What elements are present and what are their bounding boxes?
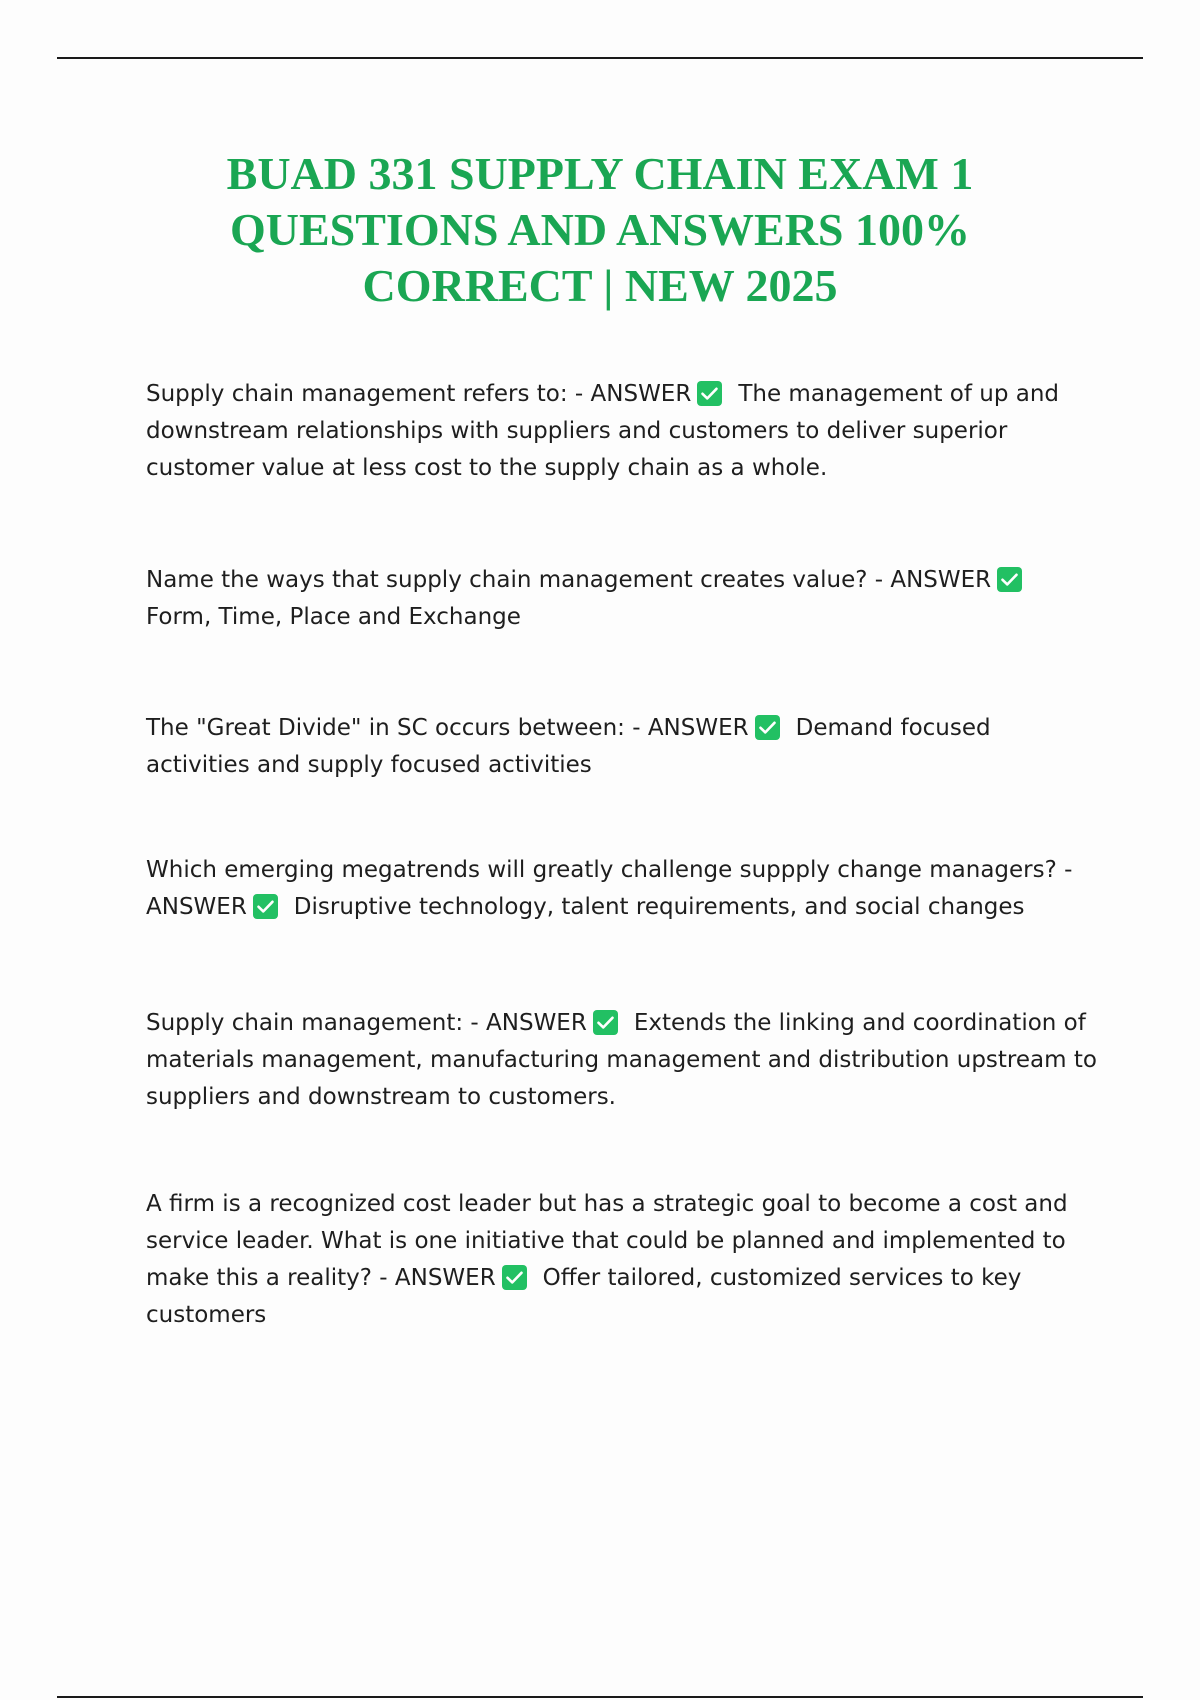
question-text: A firm is a recognized cost leader but has a strategic goal to become a cost and — [146, 1191, 1068, 1217]
qa-line: activities and supply focused activities — [146, 752, 592, 778]
document-title — [150, 146, 1050, 314]
question-text: Name the ways that supply chain management creates value? - ANSWER — [146, 567, 992, 593]
check-icon — [593, 1010, 618, 1035]
answer-text: The management of up and — [738, 381, 1060, 407]
qa-line — [146, 710, 1096, 747]
question-text: Supply chain management: - ANSWER — [146, 1010, 587, 1036]
qa-line — [146, 376, 1096, 413]
title-line: BUAD 331 SUPPLY CHAIN EXAM 1 — [226, 148, 974, 199]
check-icon — [697, 381, 722, 406]
title-line: CORRECT | NEW 2025 — [362, 260, 838, 311]
answer-text: Form, Time, Place and Exchange — [146, 604, 521, 630]
answer-text: Demand focused — [795, 715, 991, 741]
answer-text: Extends the linking and coordination of — [633, 1010, 1086, 1036]
bottom-rule — [57, 1696, 1143, 1698]
qa-line: customer value at less cost to the supply chain as a whole. — [146, 455, 828, 481]
qa-item-value-creation — [146, 562, 1096, 636]
question-text: Which emerging megatrends will greatly challenge suppply change managers? - — [146, 857, 1073, 883]
question-text: make this a reality? - ANSWER — [146, 1265, 496, 1291]
qa-item-megatrends — [146, 852, 1096, 926]
qa-line: downstream relationships with suppliers and customers to deliver superior — [146, 418, 1008, 444]
answer-label: ANSWER — [146, 894, 247, 920]
answer-text: customers — [146, 1302, 267, 1328]
qa-item-scm-linking — [146, 1005, 1096, 1116]
answer-text: Offer tailored, customized services to key — [542, 1265, 1022, 1291]
check-icon — [502, 1265, 527, 1290]
answer-text: Disruptive technology, talent requirements, and social changes — [293, 894, 1025, 920]
top-rule — [57, 57, 1143, 59]
qa-item-scm-definition — [146, 376, 1096, 487]
title-line: QUESTIONS AND ANSWERS 100% — [229, 204, 971, 255]
qa-line — [146, 1005, 1096, 1042]
qa-line — [146, 562, 1096, 599]
check-icon — [253, 894, 278, 919]
qa-line — [146, 889, 1096, 926]
check-icon — [755, 715, 780, 740]
question-text: Supply chain management refers to: - ANSWER — [146, 381, 692, 407]
qa-line — [146, 1260, 1096, 1297]
qa-item-cost-service-leader — [146, 1186, 1096, 1334]
qa-line: materials management, manufacturing management and distribution upstream to — [146, 1047, 1097, 1073]
question-text: The "Great Divide" in SC occurs between: - ANSWER — [146, 715, 749, 741]
qa-line: suppliers and downstream to customers. — [146, 1084, 616, 1110]
question-text: service leader. What is one initiative that could be planned and implemented to — [146, 1228, 1066, 1254]
check-icon — [997, 567, 1022, 592]
qa-item-great-divide — [146, 710, 1096, 784]
